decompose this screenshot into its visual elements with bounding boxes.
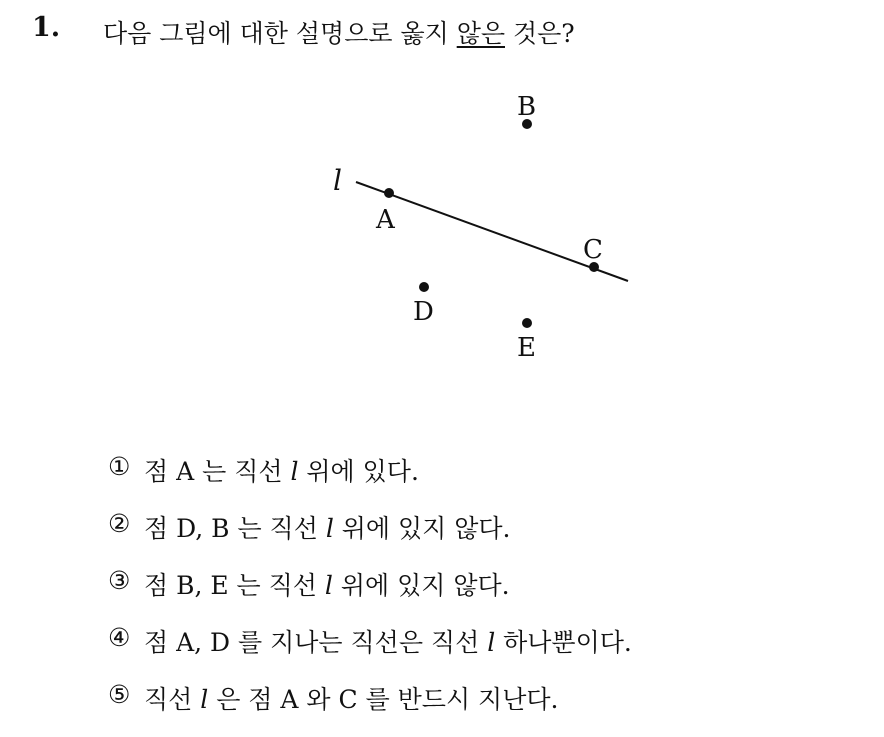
choice-text bbox=[144, 509, 511, 545]
choice-5[interactable] bbox=[108, 680, 632, 737]
choice-text-end: 위에 있다. bbox=[298, 457, 419, 486]
prompt-text: 다음 그림에 대한 설명으로 옳지 bbox=[103, 19, 457, 48]
line-variable: l bbox=[324, 571, 333, 600]
choice-text-end: 위에 있지 않다. bbox=[332, 571, 510, 600]
point-d-label: D bbox=[413, 297, 434, 327]
question-number: 1. bbox=[32, 12, 61, 43]
choice-3[interactable] bbox=[108, 566, 632, 623]
choice-text-end: 위에 있지 않다. bbox=[333, 514, 511, 543]
line-variable: l bbox=[325, 514, 334, 543]
line-l-label: l bbox=[333, 164, 342, 197]
point-e-label: E bbox=[517, 333, 536, 363]
choice-text-end: 은 점 A 와 C 를 반드시 지난다. bbox=[208, 685, 559, 714]
point-e-dot bbox=[522, 318, 532, 328]
line-l bbox=[356, 182, 628, 281]
point-c-label: C bbox=[583, 235, 603, 265]
choice-number: ③ bbox=[108, 566, 131, 595]
line-variable: l bbox=[200, 685, 209, 714]
choice-text bbox=[144, 566, 510, 602]
choice-number: ② bbox=[108, 509, 131, 538]
choice-list bbox=[108, 452, 632, 737]
choice-text-main: 직선 bbox=[144, 685, 201, 714]
point-d-dot bbox=[419, 282, 429, 292]
choice-text-end: 하나뿐이다. bbox=[495, 628, 632, 657]
choice-number: ④ bbox=[108, 623, 131, 652]
point-a-label: A bbox=[376, 205, 395, 235]
choice-text bbox=[144, 452, 419, 488]
choice-number: ⑤ bbox=[108, 680, 131, 709]
choice-text bbox=[144, 680, 558, 716]
choice-2[interactable] bbox=[108, 509, 632, 566]
choice-number: ① bbox=[108, 452, 131, 481]
choice-text-main: 점 A 는 직선 bbox=[144, 457, 291, 486]
point-b-label: B bbox=[517, 92, 537, 122]
choice-text-main: 점 D, B 는 직선 bbox=[144, 514, 326, 543]
prompt-emphasis: 않은 bbox=[456, 19, 505, 48]
point-a-dot bbox=[384, 188, 394, 198]
choice-text bbox=[144, 623, 632, 659]
choice-text-main: 점 B, E 는 직선 bbox=[144, 571, 325, 600]
choice-4[interactable] bbox=[108, 623, 632, 680]
prompt-text-end: 것은? bbox=[505, 19, 575, 48]
choice-1[interactable] bbox=[108, 452, 632, 509]
line-variable: l bbox=[487, 628, 496, 657]
line-variable: l bbox=[290, 457, 299, 486]
choice-text-main: 점 A, D 를 지나는 직선은 직선 bbox=[144, 628, 488, 657]
